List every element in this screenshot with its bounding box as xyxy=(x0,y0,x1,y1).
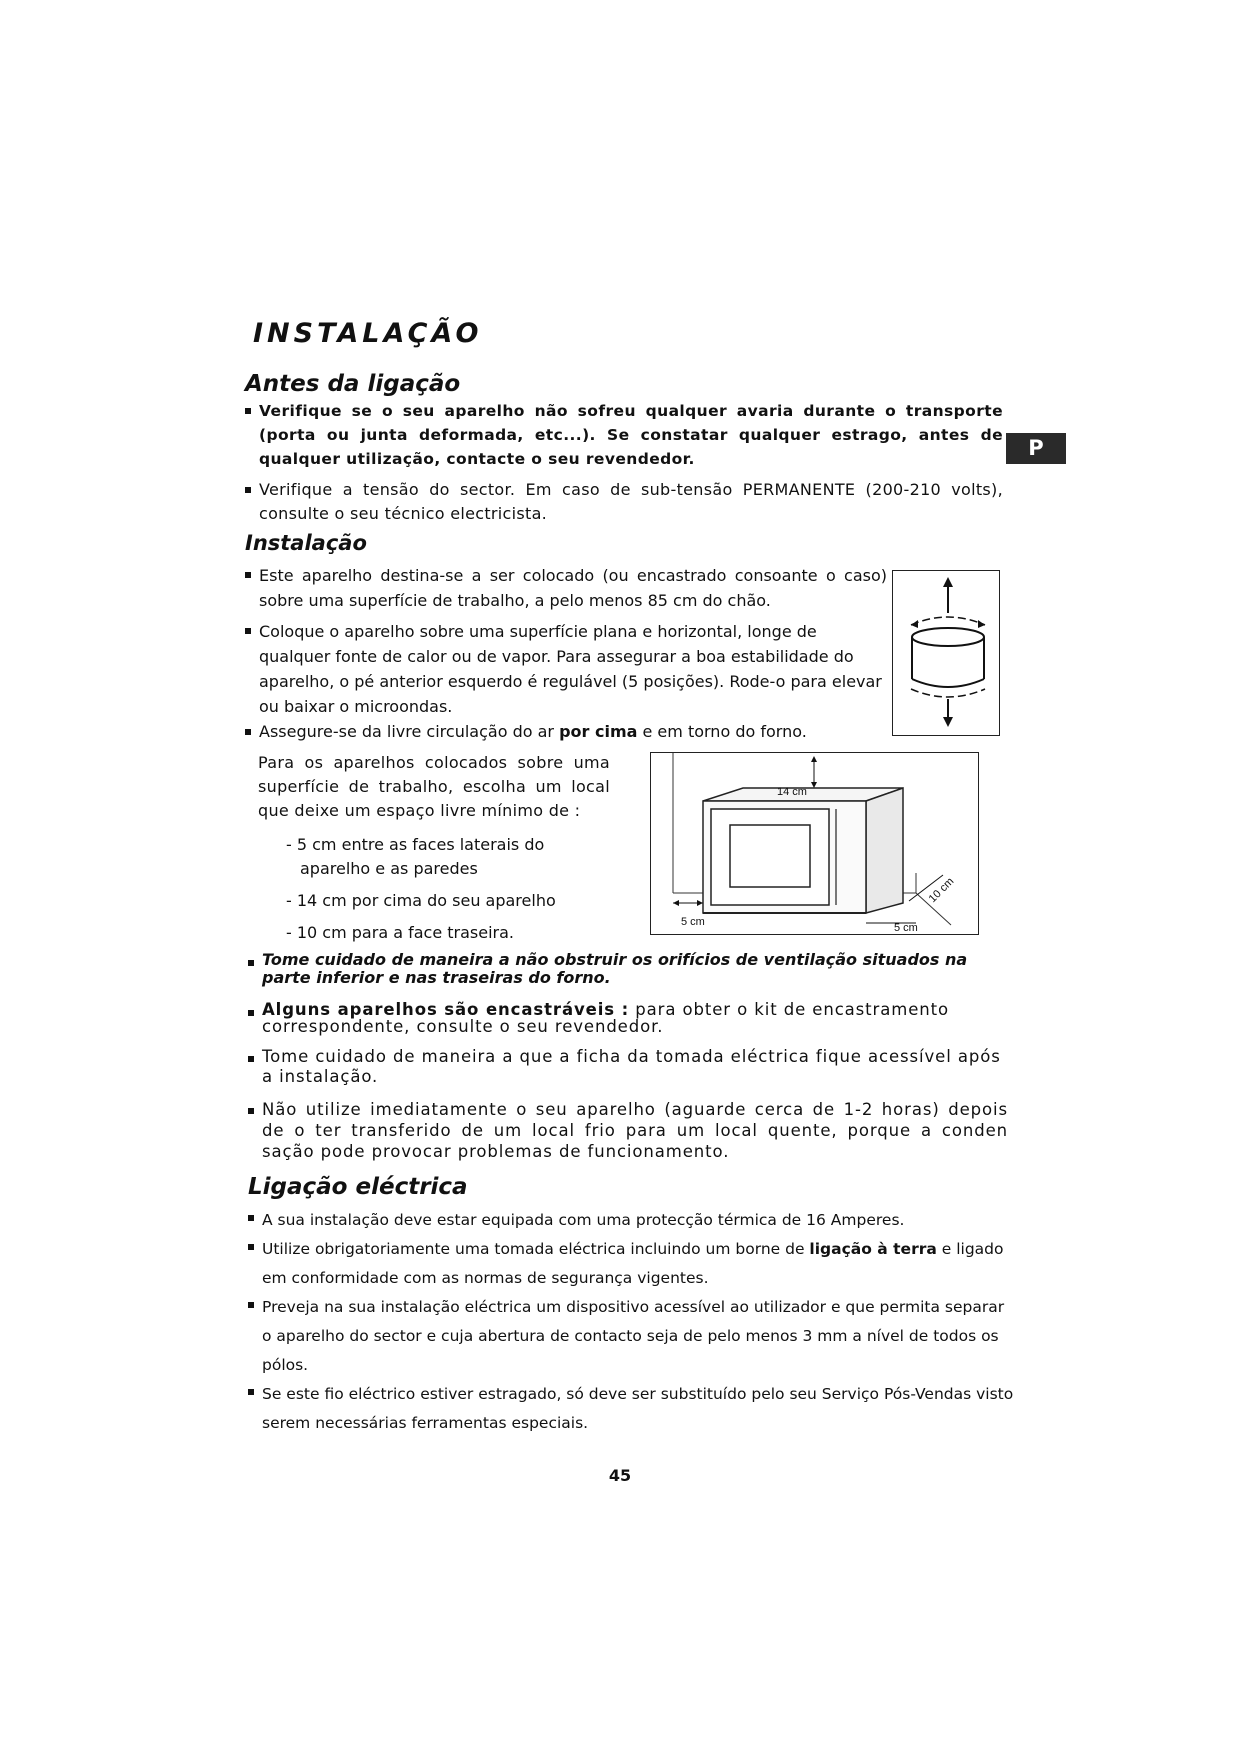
bottom-clearance-label: 5 cm xyxy=(894,922,918,934)
cold-note: Não utilize imediatamente o seu aparelho (aguarde cerca de 1-2 horas) depois de o ter transferido de um local frio para um local quente, porque a conden sação pode provocar problemas de funcionamento. xyxy=(248,1099,1008,1162)
installation-notes xyxy=(248,951,1008,1162)
before-connection-list xyxy=(245,399,1003,526)
top-clearance-label: 14 cm xyxy=(777,786,807,798)
clearance-intro: Para os aparelhos colocados sobre uma superfície de trabalho, escolha um local que deixe um espaço livre mínimo de : xyxy=(258,753,610,820)
plug-note: Tome cuidado de maneira a que a ficha da tomada eléctrica fique acessível após a instalação. xyxy=(248,1047,1008,1087)
microwave-clearance-diagram xyxy=(651,753,978,934)
list-item: A sua instalação deve estar equipada com uma protecção térmica de 16 Amperes. xyxy=(248,1206,1016,1235)
installation-list xyxy=(245,563,887,719)
builtin-note: Alguns aparelhos são encastráveis : para obter o kit de encastramento correspondente, consulte o seu revendedor. xyxy=(248,1001,1008,1035)
section-heading-installation: Instalação xyxy=(245,531,367,555)
clearance-item: - 10 cm para a face traseira. xyxy=(286,923,515,942)
list-item: Utilize obrigatoriamente uma tomada eléctrica incluindo um borne de ligação à terra e ligado em conformidade com as normas de segurança vigentes. xyxy=(248,1235,1016,1293)
list-item: Verifique a tensão do sector. Em caso de sub-tensão PERMANENTE (200-210 volts), consulte o seu técnico electricista. xyxy=(245,478,1003,526)
page-title: INSTALAÇÃO xyxy=(253,318,483,349)
list-item: Verifique se o seu aparelho não sofreu qualquer avaria durante o transporte (porta ou junta deformada, etc...). Se constatar qualquer estrago, antes de qualquer utilização, contacte o seu revendedor. xyxy=(245,399,1003,471)
electrical-list xyxy=(248,1206,1016,1438)
clearance-item: - 14 cm por cima do seu aparelho xyxy=(286,891,556,910)
section-heading-before-connection: Antes da ligação xyxy=(245,371,461,397)
rear-clearance-label: 10 cm xyxy=(926,875,957,906)
leveling-diagram xyxy=(893,571,999,735)
leveling-figure xyxy=(892,570,1000,736)
side-clearance-label: 5 cm xyxy=(681,916,705,928)
page-number: 45 xyxy=(608,1466,632,1485)
list-item: Se este fio eléctrico estiver estragado, só deve ser substituído pelo seu Serviço Pós-Vendas visto serem necessárias ferramentas especiais. xyxy=(248,1380,1016,1438)
clearance-figure xyxy=(650,752,979,935)
list-item-air-circulation: Assegure-se da livre circulação do ar por cima e em torno do forno. xyxy=(245,720,905,744)
list-item: Este aparelho destina-se a ser colocado (ou encastrado consoante o caso) sobre uma superfície de trabalho, a pelo menos 85 cm do chão. xyxy=(245,563,887,613)
ventilation-warning: Tome cuidado de maneira a não obstruir os orifícios de ventilação situados na parte inferior e nas traseiras do forno. xyxy=(248,951,1008,987)
list-item: Coloque o aparelho sobre uma superfície plana e horizontal, longe de qualquer fonte de calor ou de vapor. Para assegurar a boa estabilidade do aparelho, o pé anterior esquerdo é regulável (5 posições). Rode-o para elevar ou baixar o microondas. xyxy=(245,619,887,719)
section-heading-electrical: Ligação eléctrica xyxy=(248,1174,468,1200)
list-item: Preveja na sua instalação eléctrica um dispositivo acessível ao utilizador e que permita separar o aparelho do sector e cuja abertura de contacto seja de pelo menos 3 mm a nível de todos os pólos. xyxy=(248,1293,1016,1380)
language-tab: P xyxy=(1006,433,1066,464)
clearance-item: - 5 cm entre as faces laterais do aparelho e as paredes xyxy=(286,835,545,878)
clearance-block xyxy=(258,751,610,953)
